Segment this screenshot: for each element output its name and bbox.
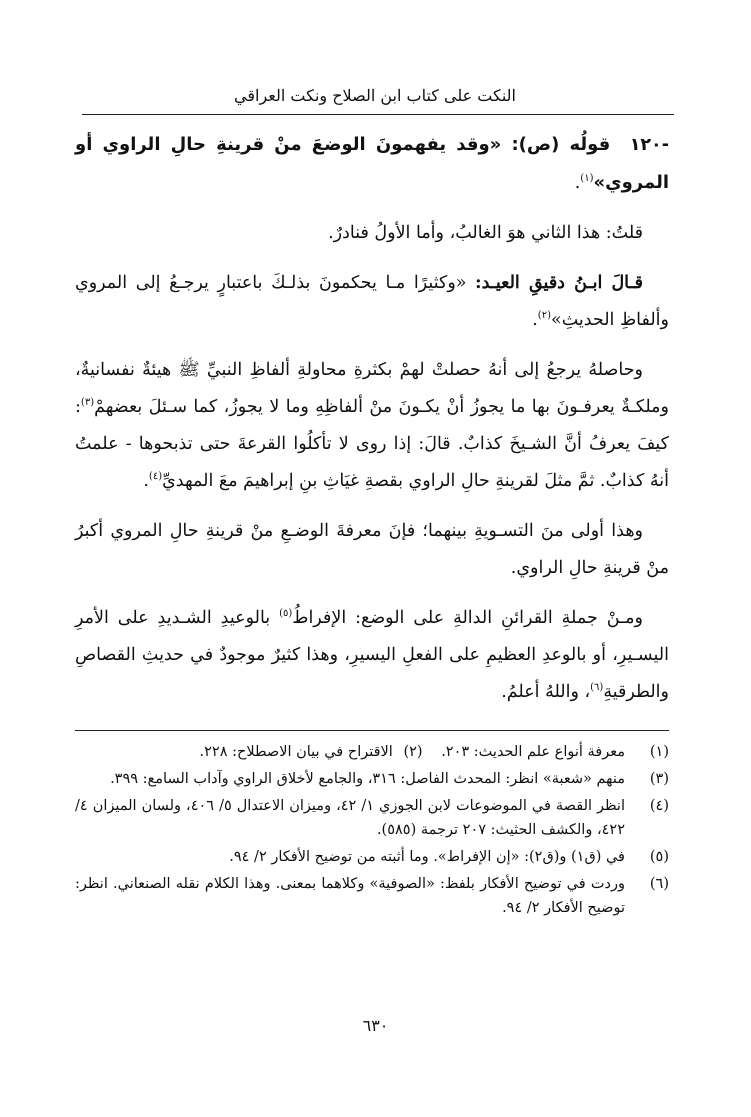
- footnote-number: (٥): [649, 849, 669, 865]
- footnote-text-part: معرفة أنواع علم الحديث: ٢٠٣.: [441, 744, 625, 760]
- footnote-item: [75, 767, 669, 791]
- footnote-ref: (١): [580, 173, 594, 185]
- entry-title: قولُه (ص): «وقد يفهمونَ الوضعَ منْ قرينةِ حالِ الراوي أو المروي»: [75, 134, 669, 193]
- footnote-ref: (٥): [279, 608, 293, 620]
- footnote-text: [75, 740, 625, 764]
- quote-text: «وكثيرًا مـا يحكمونَ بذلـكَ باعتبارٍ يرجـعُ إلى المروي وألفاظِ الحديثِ»: [75, 273, 669, 330]
- footnote-number: (٦): [649, 876, 669, 892]
- paragraph-5-part-b: بالوعيدِ الشـديدِ على الأمرِ اليسـيرِ، أو بالوعدِ العظيمِ على الفعلِ اليسيرِ، وهذا كثيرٌ موجودٌ في حديثِ القصاصِ والطرقيةِ: [75, 608, 669, 702]
- header-rule: [82, 114, 674, 115]
- footnotes: [75, 740, 669, 923]
- running-header: النكت على كتاب ابن الصلاح ونكت العراقي: [234, 86, 516, 105]
- paragraph-2: قـالَ ابـنُ دقيقِ العيـد: «وكثيرًا مـا يحكمونَ بذلـكَ باعتبارٍ يرجـعُ إلى المروي وألفاظِ الحديثِ»$^{(٢)}$.: [75, 273, 669, 330]
- paragraph-1-text: قلتُ: هذا الثاني هوَ الغالبُ، وأما الأولُ فنادرٌ.: [328, 223, 643, 243]
- footnote-text: في (ق١) و(ق٢): «إن الإفراط». وما أثبته من توضيح الأفكار ٢/ ٩٤.: [229, 849, 625, 865]
- paragraph-3: وحاصلهُ يرجعُ إلى أنهُ حصلتْ لهمْ بكثرةِ محاولةِ ألفاظِ النبيِّ ﷺ هيئةٌ نفسانيةٌ، وملكـةٌ يعرفـونَ بها ما يجوزُ أنْ يكـونَ منْ ألفاظِهِ وما لا يجوزُ، كما سـئلَ بعضهمْ$^{(٣)}$: كيفَ يعرفُ أنَّ الشـيخَ كذابٌ. قالَ: إذا روى لا تأكلُوا القرعةَ حتى تذبحوها - علمتُ أنهُ كذابٌ. ثمَّ مثلَ لقرينةِ حالِ الراوي بقصةِ غيَاثِ بنِ إبراهيمَ معَ المهديِّ$^{(٤)}$.: [75, 360, 669, 491]
- footnote-item: [75, 845, 669, 869]
- footnote-text: منهم «شعبة» انظر: المحدث الفاصل: ٣١٦، والجامع لأخلاق الراوي وآداب السامع: ٣٩٩.: [110, 771, 625, 787]
- paragraph-3-part-a: وحاصلهُ يرجعُ إلى أنهُ حصلتْ لهمْ بكثرةِ محاولةِ ألفاظِ النبيِّ ﷺ هيئةٌ نفسانيةٌ، وملكـةٌ يعرفـونَ بها ما يجوزُ أنْ يكـونَ منْ ألفاظِهِ وما لا يجوزُ، كما سـئلَ بعضهمْ: [75, 360, 669, 417]
- main-text: [75, 126, 669, 724]
- paragraph-4: [75, 513, 669, 587]
- paragraph-5-part-c: ، واللهُ أعلمُ.: [501, 682, 591, 702]
- paragraph-5-part-a: ومـنْ جملةِ القرائنِ الدالةِ على الوضع: الإفراطُ: [292, 608, 643, 628]
- entry-heading: -١٢٠ قولُه (ص): «وقد يفهمونَ الوضعَ منْ قرينةِ حالِ الراوي أو المروي»$^{(١)}$.: [75, 134, 669, 193]
- footnote-text: وردت في توضيح الأفكار بلفظ: «الصوفية» وكلاهما بمعنى. وهذا الكلام نقله الصنعاني. انظر: توضيح الأفكار ٢/ ٩٤.: [75, 876, 625, 916]
- footnote-item: [75, 872, 669, 920]
- footnote-ref: (٤): [148, 471, 163, 483]
- footnote-text-part: الاقتراح في بيان الاصطلاح: ٢٢٨.: [199, 744, 393, 760]
- entry-number: -١٢٠: [629, 135, 669, 155]
- paragraph-3-part-b: : كيفَ يعرفُ أنَّ الشـيخَ كذابٌ. قالَ: إذا روى لا تأكلُوا القرعةَ حتى تذبحوها - علمتُ أنهُ كذابٌ. ثمَّ مثلَ لقرينةِ حالِ الراوي بقصةِ غيَاثِ بنِ إبراهيمَ معَ المهديِّ: [75, 397, 669, 491]
- page-number: ٦٣٠: [362, 1016, 389, 1035]
- footnote-ref: (٣): [80, 397, 95, 409]
- paragraph-4-text: وهذا أولى منَ التسـويةِ بينهما؛ فإنَ معرفةَ الوضـعِ منْ قرينةِ حالِ المروي أكبرُ منْ قرينةِ حالِ الراوي.: [75, 521, 669, 578]
- footnote-item: [75, 794, 669, 842]
- footnote-rule: [75, 730, 669, 731]
- paragraph-1: [75, 215, 669, 252]
- footnote-number: (١): [649, 744, 669, 760]
- paragraph-5: [75, 600, 669, 711]
- footnote-number: (٤): [649, 798, 669, 814]
- quote-lead: قـالَ ابـنُ دقيقِ العيـد:: [475, 273, 643, 293]
- footnote-number: (٣): [649, 771, 669, 787]
- footnote-ref: (٦): [590, 682, 604, 694]
- footnote-number: (٢): [403, 744, 423, 760]
- footnote-item: [75, 740, 669, 764]
- footnote-ref: (٢): [537, 310, 551, 322]
- footnote-text: انظر القصة في الموضوعات لابن الجوزي ١/ ٤٢، وميزان الاعتدال ٥/ ٤٠٦، ولسان الميزان ٤/ ٤٢٢، والكشف الحثيث: ٢٠٧ ترجمة (٥٨٥).: [75, 798, 625, 838]
